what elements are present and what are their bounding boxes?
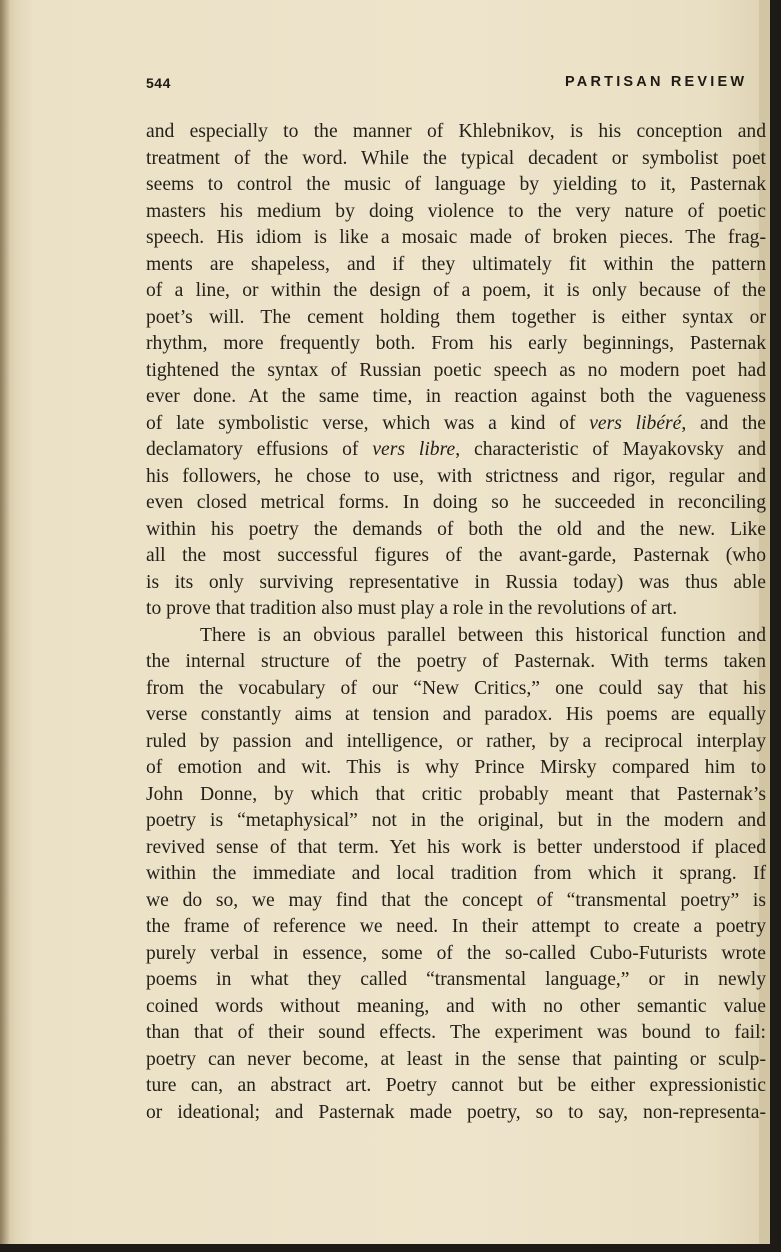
- text-line: the internal structure of the poetry of Pasternak. With terms taken: [146, 651, 766, 672]
- text-line: masters his medium by doing violence to the very nature of poetic: [146, 200, 766, 222]
- text-line: coined words without meaning, and with no other semantic value: [146, 995, 766, 1017]
- text-line: There is an obvious parallel between this historical function and: [200, 624, 766, 646]
- text-line: ever done. At the same time, in reaction against both the vagueness: [146, 386, 766, 407]
- text-line: treatment of the word. While the typical decadent or symbolist poet: [146, 147, 766, 169]
- text-line: seems to control the music of language by yielding to it, Pasternak: [146, 174, 766, 195]
- text-line: John Donne, by which that critic probably meant that Pasternak’s: [146, 783, 766, 805]
- text-line: we do so, we may find that the concept of “transmental poetry” is: [146, 889, 766, 911]
- text-line: his followers, he chose to use, with strictness and rigor, regular and: [146, 465, 766, 487]
- body-text: [146, 119, 766, 1126]
- text-line: and especially to the manner of Khlebnikov, is his conception and: [146, 121, 766, 142]
- text-line: of late symbolistic verse, which was a kind of vers libéré, and the: [146, 412, 766, 434]
- spine-shadow: [0, 0, 10, 1244]
- text-line: purely verbal in essence, some of the so-called Cubo-Futurists wrote: [146, 942, 766, 964]
- text-line: poet’s will. The cement holding them together is either syntax or: [146, 306, 766, 328]
- running-head: PARTISAN REVIEW: [565, 74, 748, 90]
- text-line: is its only surviving representative in Russia today) was thus able: [146, 571, 766, 593]
- text-line: within the immediate and local tradition from which it sprang. If: [146, 863, 766, 884]
- text-line: ture can, an abstract art. Poetry cannot but be either expressionistic: [146, 1075, 766, 1096]
- text-line: declamatory effusions of vers libre, characteristic of Mayakovsky and: [146, 439, 766, 460]
- text-line: to prove that tradition also must play a role in the revolutions of art.: [146, 598, 678, 619]
- text-line: within his poetry the demands of both the old and the new. Like: [146, 518, 766, 540]
- text-line: speech. His idiom is like a mosaic made of broken pieces. The frag-: [146, 227, 766, 248]
- text-line: of emotion and wit. This is why Prince Mirsky compared him to: [146, 757, 766, 778]
- text-line: the frame of reference we need. In their attempt to create a poetry: [146, 916, 766, 937]
- text-line: tightened the syntax of Russian poetic speech as no modern poet had: [146, 359, 766, 381]
- text-line: even closed metrical forms. In doing so he succeeded in reconciling: [146, 492, 766, 513]
- text-line: ruled by passion and intelligence, or rather, by a reciprocal interplay: [146, 730, 766, 752]
- text-line: verse constantly aims at tension and paradox. His poems are equally: [146, 704, 766, 725]
- text-line: poems in what they called “transmental language,” or in newly: [146, 969, 766, 990]
- text-line: all the most successful figures of the avant-garde, Pasternak (who: [146, 545, 766, 566]
- text-line: poetry can never become, at least in the sense that painting or sculp-: [146, 1048, 766, 1070]
- text-line: ments are shapeless, and if they ultimately fit within the pattern: [146, 253, 766, 275]
- text-line: from the vocabulary of our “New Critics,” one could say that his: [146, 677, 766, 699]
- text-line: or ideational; and Pasternak made poetry, so to say, non-representa-: [146, 1101, 766, 1123]
- text-line: than that of their sound effects. The experiment was bound to fail:: [146, 1022, 766, 1043]
- text-line: poetry is “metaphysical” not in the original, but in the modern and: [146, 810, 766, 831]
- text-line: revived sense of that term. Yet his work is better understood if placed: [146, 836, 766, 858]
- text-line: of a line, or within the design of a poem, it is only because of the: [146, 280, 766, 301]
- text-line: rhythm, more frequently both. From his early beginnings, Pasternak: [146, 333, 766, 354]
- page-number: 544: [146, 75, 171, 91]
